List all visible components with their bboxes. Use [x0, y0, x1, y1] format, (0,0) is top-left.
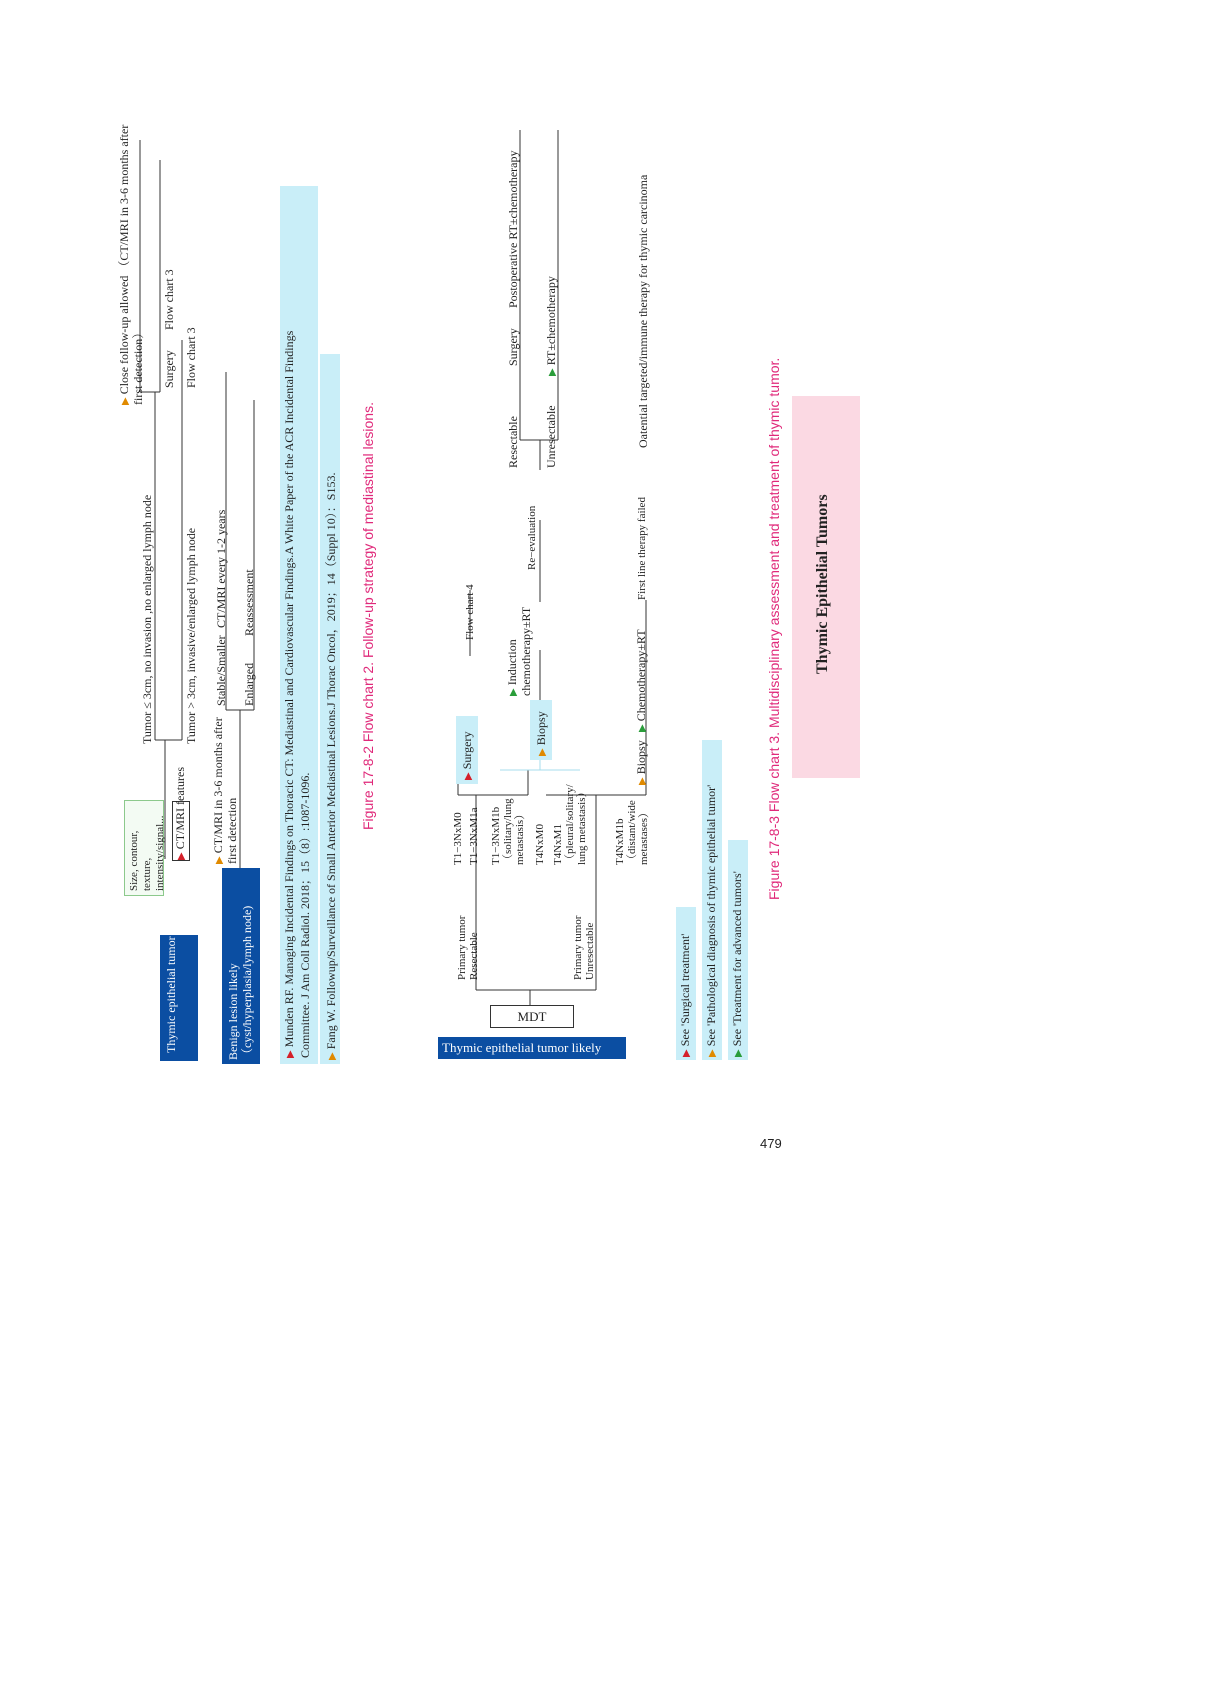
fc3-surgery-box: [456, 716, 478, 784]
fc3-start-label: Thymic epithelial tumor likely: [442, 1040, 602, 1055]
fc2-small-tumor: Tumor ≤ 3cm, no invasion ,no enlarged lymph node: [140, 494, 154, 744]
chapter-side-tab-label: Thymic Epithelial Tumors: [814, 494, 831, 674]
fc3-see1-text: See 'Surgical treatment': [678, 933, 692, 1047]
fc2-features-note-box: [124, 800, 164, 896]
fc3-unresectable: Unresectable: [544, 405, 558, 468]
page-number: 479: [760, 1136, 782, 1151]
fc2-ctmri-features-text: CT/MRI features: [173, 766, 187, 850]
fc3-surgery-text: Surgery: [460, 731, 474, 770]
fc3-t13nxm0: T1−3NxM0: [452, 812, 464, 865]
fc3-see3-box: [728, 840, 748, 1060]
fc3-rt-chemo: ▶ RT±chemotherapy: [544, 276, 558, 376]
fc2-ref2-box: [320, 354, 340, 1064]
fc3-see2-text: See 'Pathological diagnosis of thymic epithelial tumor': [704, 784, 718, 1047]
fc2-start-label: Thymic epithelial tumor likely: [164, 906, 178, 1053]
fc2-ref2: ▶ Fang W. Followup/Surveillance of Small Anterior Mediastinal Lesions.J Thorac Oncol，2019；14（Suppl 10）：S153.: [324, 472, 338, 1060]
fc3-biopsy: ▶ Biopsy: [534, 711, 548, 756]
fc2-benign-label: Benign lesion likely （cyst/hyperplasia/lymph node): [226, 905, 254, 1060]
fc3-biopsy2-text: Biopsy: [634, 740, 648, 775]
fc2-stable: Stable/Smaller: [214, 635, 228, 706]
fc3-see1: ▶ See 'Surgical treatment': [678, 933, 692, 1057]
fc3-caption: Figure 17-8-3 Flow chart 3. Multidisciplinary assessment and treatment of thymic tumor.: [766, 357, 782, 900]
fc3-induction: ▶ Induction chemotherapy±RT: [505, 606, 533, 696]
fc3-t4nxm0: T4NxM0: [534, 824, 546, 865]
fc3-surgery2: Surgery: [506, 328, 520, 366]
fc2-flow-chart3-b: Flow chart 3: [184, 327, 198, 388]
fc2-surgery: Surgery: [162, 350, 176, 388]
fc3-biopsy-text: Biopsy: [534, 711, 548, 746]
fc2-benign-box: [222, 868, 260, 1064]
fc2-ref1-line2: Committee. J Am Coll Radiol. 2018；15（8）:1087-1096.: [298, 772, 312, 1058]
fc3-rt-chemo-text: RT±chemotherapy: [544, 276, 558, 366]
fc3-biopsy2: ▶ Biopsy: [634, 740, 648, 785]
fc2-start-box: [160, 906, 198, 1061]
fc3-chemo-rt: ▶ Chemotherapy±RT: [634, 629, 648, 732]
fc3-induction-text: Induction chemotherapy±RT: [505, 606, 533, 696]
fc3-surgery: ▶ Surgery: [460, 731, 474, 780]
fc3-see2-box: [702, 740, 722, 1060]
fc3-see1-box: [676, 907, 696, 1060]
fc3-chemo-rt-text: Chemotherapy±RT: [634, 629, 648, 722]
fc2-enlarged: Enlarged: [242, 662, 256, 706]
fc3-reevaluation: Re−evaluation: [526, 505, 538, 570]
fc3-mdt-box: [490, 1005, 574, 1028]
fc2-ctmri-12y: CT/MRI every 1-2 years: [214, 509, 228, 628]
fc3-primary-resectable: Primary tumor Resectable: [456, 915, 480, 980]
fc2-close-followup: ▶ Close follow-up allowed （CT/MRI in 3-6 months after first detection）: [117, 124, 145, 405]
fc3-see3-text: See 'Treatment for advanced tumors': [730, 871, 744, 1047]
fc2-caption: Figure 17-8-2 Flow chart 2. Follow-up strategy of mediastinal lesions.: [360, 402, 376, 830]
fc2-ctmri-features-label: ▶ CT/MRI features: [173, 766, 187, 860]
fc3-t13nxm1a: T1−3NxM1a: [468, 807, 480, 865]
fc2-flow-chart3-a: Flow chart 3: [162, 269, 176, 330]
fc3-primary-unresectable: Primary tumor Unresectable: [572, 915, 596, 980]
fc2-reassessment: Reassessment: [242, 569, 256, 636]
fc2-ref1-line1-text: Munden RF. Managing Incidental Findings on Thoracic CT: Mediastinal and Cardiovascular Findings.A White Paper of the ACR Incidental Findings: [282, 330, 296, 1048]
fc2-large-tumor: Tumor > 3cm, invasive/enlarged lymph node: [184, 527, 198, 744]
fc2-ctmri-features-box: [172, 766, 190, 861]
fc3-first-line-failed: First line therapy failed: [636, 497, 648, 600]
fc3-start-box: [438, 1037, 626, 1059]
fc2-ctmri-36: ▶ CT/MRI in 3-6 months after first detection: [211, 717, 239, 864]
fc3-resectable: Resectable: [506, 416, 520, 468]
fc2-ctmri-36-text: CT/MRI in 3-6 months after first detection: [211, 717, 239, 864]
fc2-ref1-line1: ▶ Munden RF. Managing Incidental Findings on Thoracic CT: Mediastinal and Cardiovascular Findings.A White Paper of the ACR Incidental Findings: [282, 330, 296, 1058]
fc3-see3: ▶ See 'Treatment for advanced tumors': [730, 871, 744, 1057]
fc2-ref1-box: [280, 186, 318, 1064]
fc3-flow-chart4: Flow chart 4: [464, 584, 476, 640]
chapter-side-tab: [792, 396, 860, 778]
fc3-biopsy-box: [530, 700, 552, 760]
fc3-potential: Oatential targeted/immune therapy for thymic carcinoma: [636, 174, 650, 448]
fc3-postop: Postoperative RT±chemotherapy: [506, 150, 520, 308]
fc2-features-note: Size, contour, texture, intensity/signal...: [128, 815, 166, 891]
fc3-t13nxm1b: T1−3NxM1b （solitary/lung metastasis）: [490, 798, 526, 865]
fc3-t4nxm1: T4NxM1 （pleural/solitary/ lung metastasis）: [552, 784, 588, 865]
fc2-ref2-text: Fang W. Followup/Surveillance of Small Anterior Mediastinal Lesions.J Thorac Oncol，2019；14（Suppl 10）：S153.: [324, 472, 338, 1050]
fc3-mdt-label: MDT: [517, 1009, 547, 1024]
fc3-t4nxm1b: T4NxM1b （distant/wide metastases）: [614, 800, 650, 865]
fc2-close-followup-text: Close follow-up allowed （CT/MRI in 3-6 months after first detection）: [117, 124, 145, 405]
fc3-see2: ▶ See 'Pathological diagnosis of thymic epithelial tumor': [704, 784, 718, 1057]
